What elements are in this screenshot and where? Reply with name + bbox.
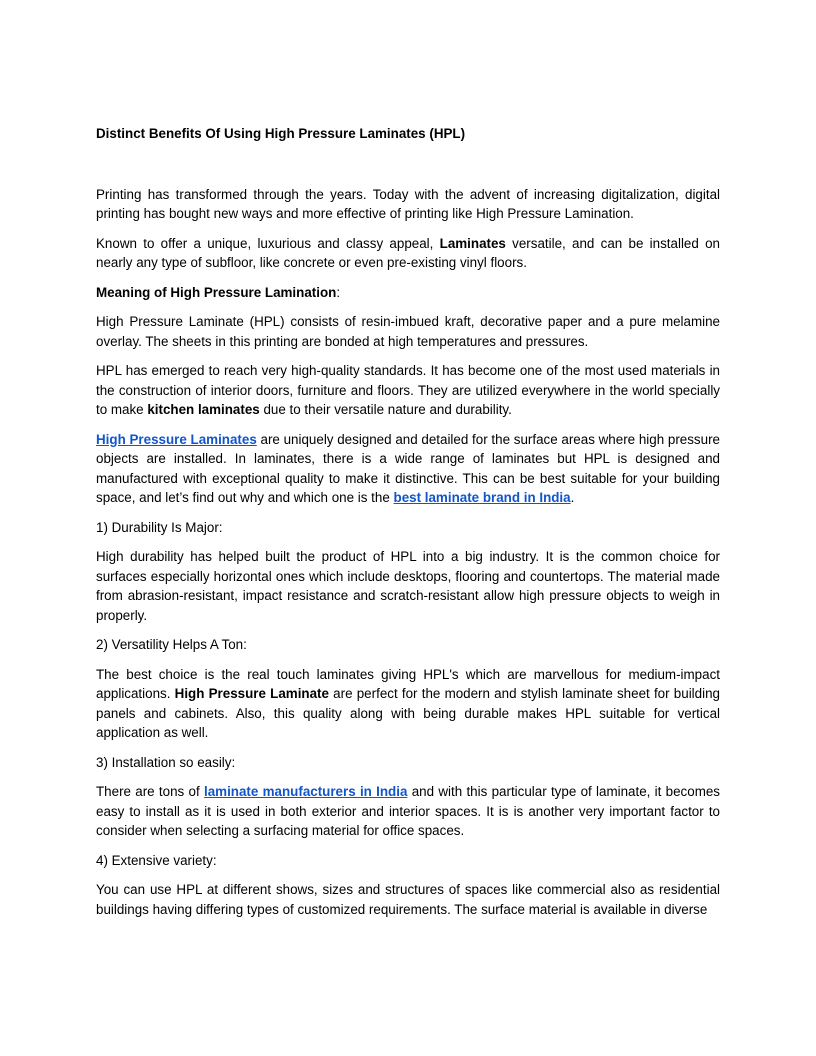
installation-paragraph <box>96 782 720 841</box>
text: Known to offer a unique, luxurious and classy appeal, <box>96 235 440 251</box>
text: are perfect for the modern and stylish laminate sheet for building panels and cabinets. Also, this quality along with being durable makes HPL suitable for vertical application as well. <box>96 686 720 740</box>
bold-text: kitchen laminates <box>147 402 260 417</box>
text: due to their versatile nature and durability. <box>259 402 512 417</box>
section-heading-variety: 4) Extensive variety: <box>96 852 217 868</box>
hpl-definition-paragraph: High Pressure Laminate (HPL) consists of resin-imbued kraft, decorative paper and a pure melamine overlay. The sheets in this printing are bonded at high temperatures and pressures. <box>96 314 720 349</box>
text: The best choice is the real touch laminates giving HPL's which are marvellous for medium-impact applications. <box>96 666 720 701</box>
best-laminate-brand-link[interactable]: best laminate brand in India <box>393 490 571 505</box>
laminates-paragraph <box>96 234 720 273</box>
high-pressure-laminates-link[interactable]: High Pressure Laminates <box>96 431 257 447</box>
bold-text: High Pressure Laminate <box>174 686 329 701</box>
document-title: Distinct Benefits Of Using High Pressure Laminates (HPL) <box>96 126 466 141</box>
intro-paragraph: Printing has transformed through the years. Today with the advent of increasing digitalization, digital printing has bought new ways and more effective of printing like High Pressure Lamination. <box>96 186 720 221</box>
section-heading-durability: 1) Durability Is Major: <box>96 519 223 535</box>
hpl-standards-paragraph <box>96 361 720 420</box>
laminate-manufacturers-link[interactable]: laminate manufacturers in India <box>204 784 408 799</box>
text: and with this particular type of laminate, it becomes easy to install as it is used in both exterior and interior spaces. It is is another very important factor to consider when selecting a surfacing material for office spaces. <box>96 784 720 838</box>
versatility-paragraph <box>96 665 720 743</box>
hpl-design-paragraph <box>96 430 720 508</box>
text: There are tons of <box>96 784 205 799</box>
colon: : <box>336 284 341 300</box>
text: versatile, and can be installed on nearly any type of subfloor, like concrete or even pre-existing vinyl floors. <box>96 235 720 270</box>
text: . <box>570 490 575 505</box>
meaning-heading <box>96 283 720 303</box>
document-body <box>96 124 720 929</box>
variety-paragraph: You can use HPL at different shows, sizes and structures of spaces like commercial also as residential buildings having differing types of customized requirements. The surface material is available in diverse <box>96 882 720 917</box>
text: are uniquely designed and detailed for the surface areas where high pressure objects are installed. In laminates, there is a wide range of laminates but HPL is designed and manufactured with exceptional quality to make it distinctive. This can be best suitable for your building space, and let’s find out why and which one is the <box>96 431 720 505</box>
durability-paragraph: High durability has helped built the product of HPL into a big industry. It is the common choice for surfaces especially horizontal ones which include desktops, flooring and countertops. The material made from abrasion-resistant, impact resistance and scratch-resistant allow high pressure objects to weigh in properly. <box>96 549 720 623</box>
section-heading-versatility: 2) Versatility Helps A Ton: <box>96 637 247 652</box>
meaning-heading-text: Meaning of High Pressure Lamination <box>96 284 337 300</box>
section-heading-installation: 3) Installation so easily: <box>96 754 236 770</box>
text: HPL has emerged to reach very high-quality standards. It has become one of the most used materials in the construction of interior doors, furniture and floors. They are utilized everywhere in the world specially to make <box>96 363 720 417</box>
bold-text: Laminates <box>439 235 506 251</box>
